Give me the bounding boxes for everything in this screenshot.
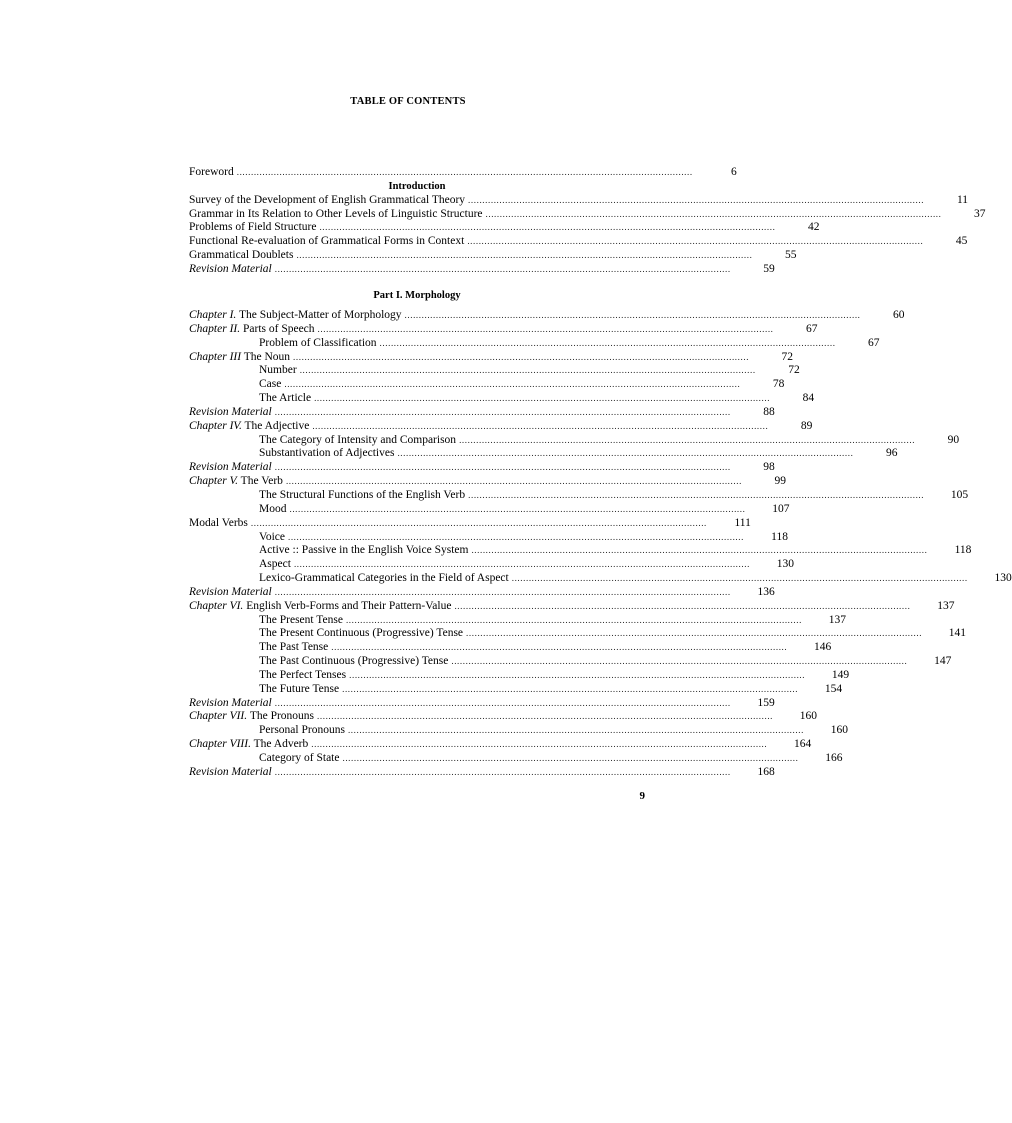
toc-entry-page: 59	[763, 262, 775, 275]
toc-entry[interactable]	[189, 668, 850, 683]
toc-entry-label	[189, 420, 309, 434]
toc-entry-title: Substantivation of Adjectives	[259, 447, 395, 460]
toc-entry[interactable]	[189, 235, 968, 249]
toc-entry[interactable]	[189, 364, 800, 378]
toc-entry-page: 149	[831, 668, 850, 681]
toc-entry-label	[189, 697, 272, 711]
toc-entry-title: The Verb	[240, 475, 283, 488]
toc-entry-title: The Subject-Matter of Morphology	[238, 309, 402, 321]
dot-leader: ................................................................................................................................................................	[342, 683, 799, 694]
toc-entry[interactable]	[189, 599, 955, 614]
toc-entry[interactable]	[189, 221, 820, 235]
toc-entry-label	[259, 364, 297, 378]
dot-leader: ................................................................................................................................................................	[293, 351, 750, 362]
toc-entry[interactable]	[189, 544, 972, 558]
part1-entry-list	[189, 309, 1012, 780]
toc-entry-page: 72	[781, 350, 794, 363]
toc-entry-label	[259, 392, 311, 406]
toc-entry[interactable]	[189, 738, 812, 752]
toc-entry-label	[189, 406, 272, 420]
dot-leader: ................................................................................................................................................................	[349, 669, 806, 680]
toc-entry-page: 141	[948, 627, 967, 640]
dot-leader: ................................................................................................................................................................	[319, 222, 776, 233]
toc-entry-label	[189, 710, 314, 724]
dot-leader: ................................................................................................................................................................	[312, 420, 769, 431]
toc-entry-foreword[interactable]	[189, 166, 737, 180]
toc-entry-title: The Perfect Tenses	[259, 668, 347, 681]
toc-entry[interactable]	[189, 309, 905, 323]
toc-entry-label	[259, 531, 285, 545]
toc-entry-page: 146	[814, 641, 832, 654]
toc-entry-label	[259, 724, 345, 738]
chapter-prefix: Chapter VI.	[189, 599, 244, 612]
toc-entry-label	[189, 194, 465, 208]
toc-entry-label	[259, 434, 456, 448]
toc-entry-title: Revision Material	[189, 461, 272, 474]
toc-entry-label	[189, 309, 402, 323]
toc-entry-label	[259, 544, 468, 558]
dot-leader: ................................................................................................................................................................	[293, 559, 750, 570]
toc-entry-title: Revision Material	[189, 696, 272, 709]
toc-entry-page: 99	[774, 475, 786, 488]
toc-entry-title: The Future Tense	[259, 682, 340, 695]
toc-entry-label	[189, 208, 483, 222]
dot-leader: ................................................................................................................................................................	[274, 766, 731, 777]
toc-entry[interactable]	[189, 655, 952, 669]
chapter-prefix: Chapter V.	[189, 475, 238, 488]
toc-entry-title: English Verb-Forms and Their Pattern-Value	[246, 599, 452, 612]
toc-entry-title: Grammatical Doublets	[189, 249, 294, 262]
toc-entry-page: 6	[730, 166, 737, 178]
toc-entry-title: Revision Material	[189, 405, 272, 418]
toc-entry-title: Grammar in Its Relation to Other Levels of Linguistic Structure	[189, 207, 483, 220]
page-number: 9	[639, 790, 645, 802]
section-heading-part-one: Part I. Morphology	[373, 290, 461, 301]
toc-entry-page: 159	[757, 696, 775, 709]
toc-entry-title: The Adjective	[244, 419, 310, 432]
toc-entry-label	[189, 249, 293, 263]
toc-entry-label	[189, 475, 283, 489]
toc-entry-page: 111	[734, 516, 751, 529]
dot-leader: ................................................................................................................................................................	[459, 434, 916, 445]
toc-entry-label	[259, 447, 394, 461]
dot-leader: ................................................................................................................................................................	[274, 462, 731, 473]
toc-entry-page: 118	[771, 530, 788, 543]
toc-entry[interactable]	[189, 530, 788, 545]
toc-entry-page: 72	[788, 364, 800, 377]
dot-leader: ................................................................................................................................................................	[467, 236, 924, 247]
toc-entry-title: Personal Pronouns	[259, 724, 345, 737]
toc-entry[interactable]	[189, 262, 775, 277]
toc-entry-label	[259, 503, 286, 517]
toc-entry-page: 98	[763, 461, 775, 474]
toc-entry-page: 166	[825, 752, 843, 764]
toc-entry-page: 137	[828, 613, 846, 626]
toc-entry-page: 130	[776, 558, 794, 571]
dot-leader: ................................................................................................................................................................	[236, 167, 693, 177]
dot-leader: ................................................................................................................................................................	[296, 250, 753, 261]
toc-entry-page: 137	[937, 599, 955, 612]
toc-entry-title: The Adverb	[253, 738, 309, 751]
toc-entry-title: Revision Material	[189, 585, 272, 598]
toc-entry-title: The Category of Intensity and Comparison	[259, 433, 457, 446]
toc-entry-title: Revision Material	[189, 262, 272, 275]
toc-entry-label	[259, 627, 463, 641]
toc-part-one	[189, 309, 1012, 780]
dot-leader: ................................................................................................................................................................	[342, 753, 799, 763]
toc-entry-title: Problems of Field Structure	[189, 221, 317, 234]
toc-entry[interactable]	[189, 193, 969, 208]
dot-leader: ................................................................................................................................................................	[284, 379, 741, 390]
toc-entry-label	[259, 337, 377, 351]
toc-entry[interactable]	[189, 378, 785, 392]
toc-entry[interactable]	[189, 682, 843, 697]
dot-leader: ................................................................................................................................................................	[274, 406, 731, 417]
toc-entry-label	[259, 683, 339, 697]
toc-entry[interactable]	[189, 249, 797, 263]
toc-entry-page: 67	[868, 336, 880, 349]
dot-leader: ................................................................................................................................................................	[404, 310, 861, 320]
toc-entry-page: 105	[950, 488, 969, 501]
dot-leader: ................................................................................................................................................................	[274, 263, 731, 274]
toc-entry-label	[259, 489, 465, 503]
toc-entry[interactable]	[189, 641, 832, 655]
toc-entry-label: Foreword	[189, 166, 234, 178]
toc-entry[interactable]	[189, 350, 794, 365]
toc-entry[interactable]	[189, 502, 790, 517]
toc-entry-title: Active :: Passive in the English Voice System	[259, 544, 469, 557]
toc-entry[interactable]	[189, 475, 786, 489]
toc-entry-page: 164	[794, 738, 812, 751]
toc-entry-label	[259, 572, 509, 586]
dot-leader: ................................................................................................................................................................	[331, 642, 788, 653]
intro-entry-list	[189, 193, 986, 277]
toc-entry[interactable]	[189, 710, 818, 724]
dot-leader: ................................................................................................................................................................	[317, 323, 774, 334]
toc-entry[interactable]	[189, 724, 848, 738]
toc-entry-title: The Past Continuous (Progressive) Tense	[259, 655, 449, 668]
dot-leader: ................................................................................................................................................................	[314, 393, 771, 404]
toc-entry-title: Aspect	[259, 558, 291, 571]
toc-entry-title: The Noun	[243, 350, 291, 363]
toc-entry-label	[189, 766, 272, 780]
toc-entry-page: 42	[807, 221, 820, 234]
toc-entry-label	[189, 600, 451, 614]
toc-entry[interactable]	[189, 207, 986, 222]
toc-entry-label	[259, 655, 448, 669]
toc-entry-page: 130	[994, 572, 1012, 585]
toc-entry-title: The Article	[259, 392, 312, 405]
dot-leader: ................................................................................................................................................................	[485, 208, 942, 219]
toc-entry-label	[259, 614, 343, 628]
toc-entry-title: Number	[259, 364, 297, 377]
toc-entry-page: 84	[802, 392, 815, 405]
chapter-prefix: Chapter I.	[189, 309, 237, 321]
toc-entry-label	[189, 351, 290, 365]
toc-entry-title: Category of State	[259, 752, 340, 764]
toc-entry-page: 11	[956, 193, 969, 206]
toc-entry-label	[189, 235, 464, 249]
toc-entry-title: Functional Re-evaluation of Grammatical Forms in Context	[189, 235, 465, 248]
dot-leader: ................................................................................................................................................................	[274, 697, 731, 708]
toc-entry-page: 118	[954, 544, 972, 557]
dot-leader: ................................................................................................................................................................	[468, 194, 925, 205]
toc-entry-label	[259, 641, 328, 655]
toc-entry-title: Case	[259, 378, 282, 391]
dot-leader: ................................................................................................................................................................	[379, 337, 836, 348]
chapter-prefix: Chapter VII.	[189, 710, 248, 723]
toc-entry-label	[189, 517, 248, 531]
dot-leader: ................................................................................................................................................................	[250, 517, 707, 528]
page-title: TABLE OF CONTENTS	[350, 96, 466, 107]
toc-entry-page: 96	[885, 447, 898, 460]
toc-entry-page: 55	[784, 249, 797, 262]
toc-entry-page: 67	[806, 322, 818, 335]
toc-entry-label	[189, 461, 272, 475]
toc-entry-page: 37	[974, 207, 986, 220]
toc-entry-page: 160	[830, 724, 848, 737]
dot-leader: ................................................................................................................................................................	[466, 628, 923, 639]
toc-entry-title: Revision Material	[189, 765, 272, 778]
dot-leader: ................................................................................................................................................................	[511, 573, 968, 584]
toc-entry-page: 107	[772, 502, 790, 515]
toc-entry-page: 88	[763, 405, 775, 418]
toc-entry[interactable]	[189, 752, 843, 766]
toc-entry-page: 154	[824, 682, 843, 695]
toc-entry[interactable]	[189, 558, 794, 572]
toc-entry-page: 90	[947, 433, 960, 446]
toc-entry-title: The Present Continuous (Progressive) Tense	[259, 627, 464, 640]
toc-entry[interactable]	[189, 488, 969, 503]
toc-entry[interactable]	[189, 585, 775, 600]
toc-entry[interactable]	[189, 405, 775, 420]
toc-entry-page: 168	[757, 765, 775, 778]
toc-entry[interactable]	[189, 696, 775, 711]
toc-entry-page: 136	[757, 585, 775, 598]
toc-entry[interactable]	[189, 419, 813, 434]
chapter-prefix: Chapter II.	[189, 322, 241, 335]
toc-entry[interactable]	[189, 765, 775, 780]
toc-entry-label	[189, 221, 316, 235]
toc-entry-label	[189, 323, 315, 337]
dot-leader: ................................................................................................................................................................	[345, 614, 802, 625]
dot-leader: ................................................................................................................................................................	[397, 448, 854, 459]
toc-entry[interactable]	[189, 336, 880, 351]
dot-leader: ................................................................................................................................................................	[451, 656, 908, 667]
toc-entry[interactable]	[189, 447, 898, 461]
toc-entry-label	[259, 752, 339, 766]
toc-entry-page: 60	[893, 309, 905, 321]
toc-entry-title: The Present Tense	[259, 613, 343, 626]
toc-entry[interactable]	[189, 627, 967, 641]
toc-entry-title: Parts of Speech	[242, 322, 315, 335]
toc-entry-label	[259, 558, 291, 572]
toc-entry-title: Problem of Classification	[259, 336, 377, 349]
toc-entry[interactable]	[189, 572, 1012, 586]
toc-entry[interactable]	[189, 516, 751, 531]
dot-leader: ................................................................................................................................................................	[289, 503, 746, 514]
toc-entry-title: Survey of the Development of English Grammatical Theory	[189, 193, 466, 206]
toc-entry-page: 78	[772, 378, 785, 391]
dot-leader: ................................................................................................................................................................	[347, 725, 804, 736]
chapter-prefix: Chapter IV.	[189, 419, 242, 432]
chapter-prefix: Chapter III	[189, 350, 242, 363]
toc-entry[interactable]	[189, 433, 960, 448]
toc-introduction	[189, 166, 986, 277]
toc-entry-title: The Structural Functions of the English Verb	[259, 488, 466, 501]
toc-entry-label	[189, 738, 308, 752]
toc-entry-title: Voice	[259, 530, 285, 543]
toc-entry[interactable]	[189, 322, 818, 337]
toc-entry[interactable]	[189, 461, 775, 475]
toc-entry-title: The Pronouns	[249, 710, 315, 723]
dot-leader: ................................................................................................................................................................	[317, 711, 774, 722]
dot-leader: ................................................................................................................................................................	[285, 476, 742, 487]
toc-entry-page: 160	[799, 710, 818, 723]
toc-entry-label	[259, 669, 346, 683]
dot-leader: ................................................................................................................................................................	[311, 739, 768, 750]
toc-entry-title: The Past Tense	[259, 641, 329, 654]
toc-entry-title: Modal Verbs	[189, 516, 248, 529]
toc-entry[interactable]	[189, 613, 846, 628]
toc-entry-page: 89	[800, 419, 813, 432]
toc-entry-title: Lexico-Grammatical Categories in the Field of Aspect	[259, 572, 509, 585]
toc-entry-label	[189, 263, 272, 277]
toc-entry-label	[259, 378, 281, 392]
toc-entry-label	[189, 586, 272, 600]
dot-leader: ................................................................................................................................................................	[471, 545, 928, 556]
toc-entry[interactable]	[189, 392, 815, 406]
toc-entry-page: 147	[934, 655, 952, 668]
chapter-prefix: Chapter VIII.	[189, 738, 251, 751]
section-heading-introduction: Introduction	[388, 180, 446, 192]
toc-entry-page: 45	[955, 235, 968, 248]
toc-entry-title: Mood	[259, 502, 287, 515]
dot-leader: ................................................................................................................................................................	[299, 365, 756, 376]
dot-leader: ................................................................................................................................................................	[468, 489, 925, 500]
dot-leader: ................................................................................................................................................................	[454, 600, 911, 611]
dot-leader: ................................................................................................................................................................	[287, 531, 744, 542]
dot-leader: ................................................................................................................................................................	[274, 586, 731, 597]
